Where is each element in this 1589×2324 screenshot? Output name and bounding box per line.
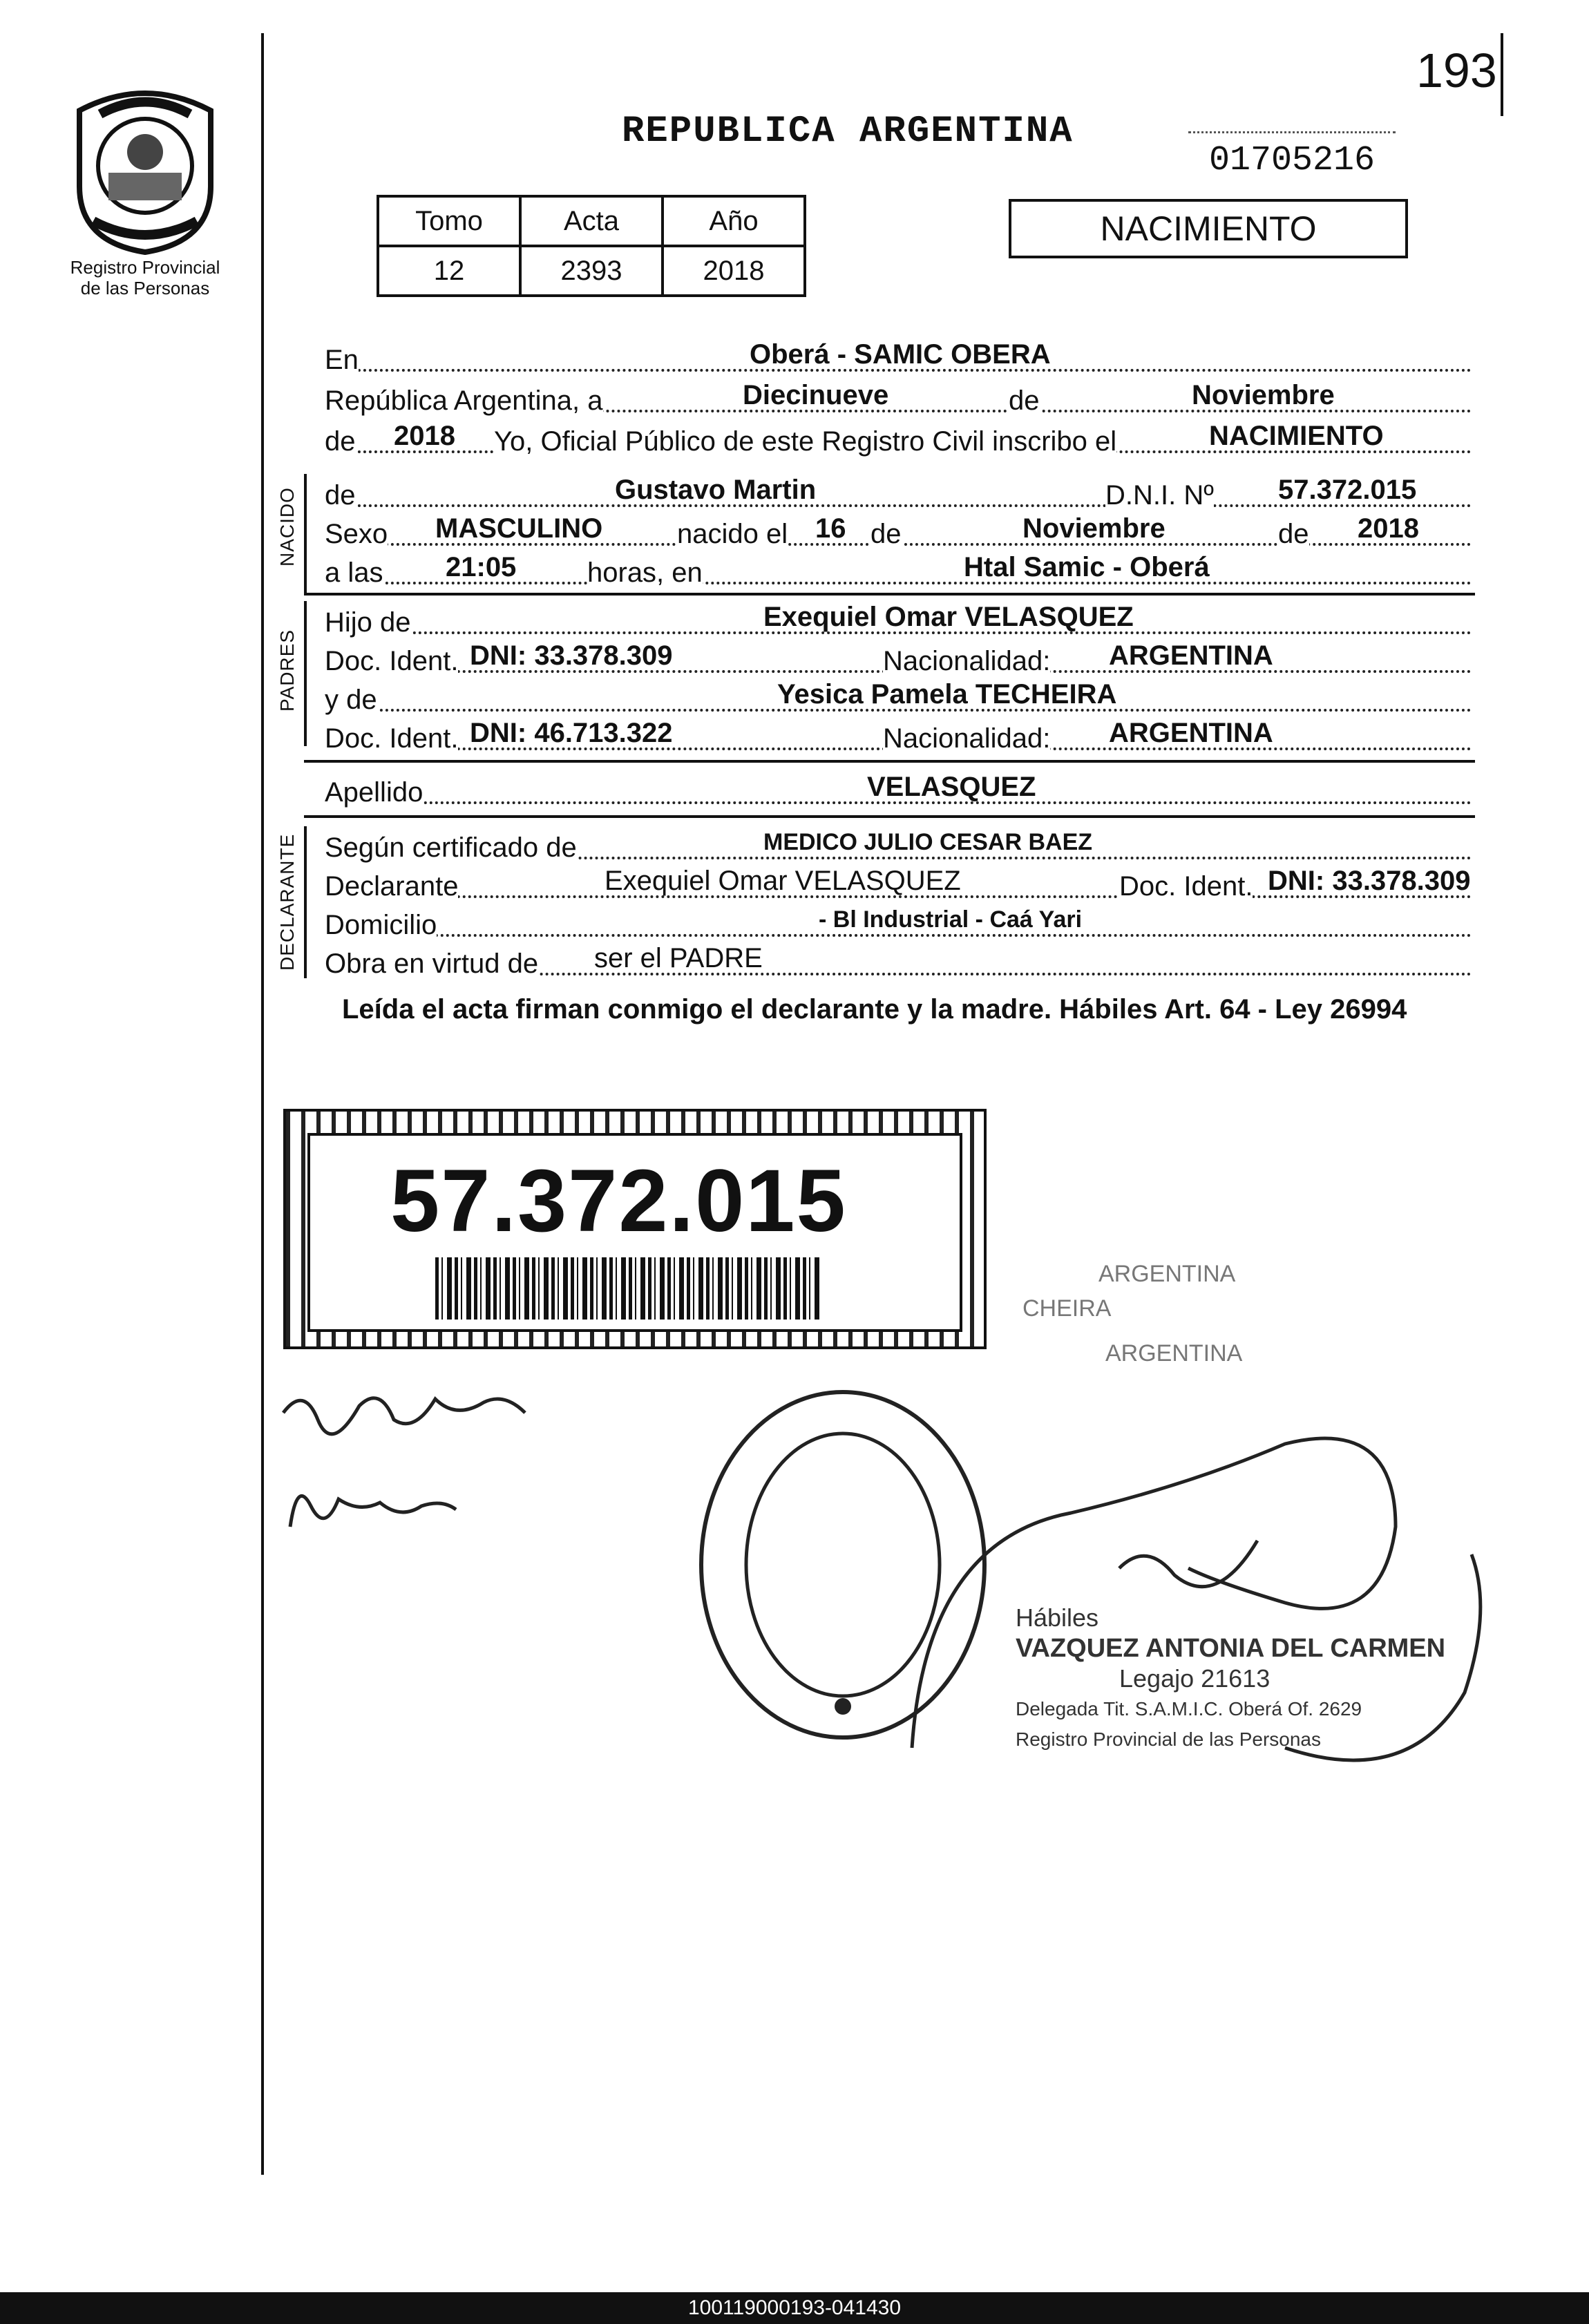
declarant-doc-label: Doc. Ident. xyxy=(1119,871,1253,902)
acta-value: 2393 xyxy=(520,246,663,296)
declarante-bar xyxy=(304,826,307,978)
official-legajo: Legajo 21613 xyxy=(1119,1664,1271,1693)
father-nat-label: Nacionalidad: xyxy=(883,646,1051,676)
registrar-text: Yo, Oficial Público de este Registro Civil inscribo el xyxy=(494,426,1117,457)
birth-day: 16 xyxy=(815,513,846,544)
official-stamp-text xyxy=(1016,1603,1445,1755)
record-type-box: NACIMIENTO xyxy=(1009,199,1408,258)
father-line xyxy=(325,601,1472,638)
y-de-label: y de xyxy=(325,685,377,715)
dni-sticker-number: 57.372.015 xyxy=(390,1152,847,1250)
padres-bar xyxy=(304,601,307,746)
day-value: Diecinueve xyxy=(743,380,889,410)
tomo-value: 12 xyxy=(378,246,520,296)
padres-section-label: PADRES xyxy=(276,629,298,712)
father-doc-label: Doc. Ident. xyxy=(325,646,459,676)
cert-label: Según certificado de xyxy=(325,832,577,863)
birth-place: Htal Samic - Oberá xyxy=(964,552,1210,582)
closing-statement: Leída el acta firman conmigo el declarante y la madre. Hábiles Art. 64 - Ley 26994 xyxy=(342,994,1407,1025)
child-dni: 57.372.015 xyxy=(1278,475,1417,505)
registry-caption xyxy=(41,257,249,298)
declarant-name: Exequiel Omar VELASQUEZ xyxy=(605,866,961,896)
mother-signature xyxy=(283,1471,463,1541)
obra-label: Obra en virtud de xyxy=(325,949,539,979)
registrar-line xyxy=(325,420,1472,457)
birth-month: Noviembre xyxy=(1022,513,1165,544)
de-year-label: de xyxy=(1278,519,1309,549)
de2-label: de xyxy=(325,426,356,457)
date-line xyxy=(325,379,1472,417)
dni-label: D.N.I. Nº xyxy=(1105,480,1214,511)
hijo-de-label: Hijo de xyxy=(325,607,411,638)
left-margin-rule xyxy=(261,33,264,2175)
nacido-el-label: nacido el xyxy=(677,519,788,549)
de-month-label: de xyxy=(870,519,902,549)
mother-doc-line xyxy=(325,717,1472,754)
volume-table xyxy=(377,195,806,297)
place-value: Oberá - SAMIC OBERA xyxy=(750,339,1051,370)
registry-caption-line1: Registro Provincial xyxy=(70,257,220,278)
domicile-line xyxy=(325,904,1472,941)
child-name: Gustavo Martin xyxy=(615,475,817,505)
certificate-line xyxy=(325,826,1472,864)
mother-name: Yesica Pamela TECHEIRA xyxy=(777,679,1117,709)
horas-label: horas, en xyxy=(587,558,703,588)
footer-barcode-text: 100119000193-041430 xyxy=(0,2292,1589,2324)
time-line xyxy=(325,551,1472,589)
year-value: 2018 xyxy=(394,421,455,451)
surname-line xyxy=(325,771,1472,808)
sexo-label: Sexo xyxy=(325,519,388,549)
section-divider xyxy=(304,593,1475,596)
act-value: NACIMIENTO xyxy=(1209,421,1384,451)
mother-doc-label: Doc. Ident. xyxy=(325,723,459,754)
declarant-doc: DNI: 33.378.309 xyxy=(1268,866,1471,896)
acta-header: Acta xyxy=(520,196,663,246)
capacity-value: ser el PADRE xyxy=(594,943,763,973)
province-seal-icon xyxy=(66,83,225,256)
anio-header: Año xyxy=(663,196,805,246)
sexo-value: MASCULINO xyxy=(435,513,603,544)
declarante-label: Declarante xyxy=(325,871,459,902)
barcode-icon xyxy=(435,1257,822,1320)
page-number-mark xyxy=(1501,33,1503,116)
registry-caption-line2: de las Personas xyxy=(80,278,210,298)
surname-value: VELASQUEZ xyxy=(867,772,1036,802)
official-registry: Registro Provincial de las Personas xyxy=(1016,1728,1321,1750)
mother-doc: DNI: 46.713.322 xyxy=(470,718,673,748)
father-name: Exequiel Omar VELASQUEZ xyxy=(763,602,1134,632)
domicilio-label: Domicilio xyxy=(325,910,437,940)
declarant-signature xyxy=(276,1371,539,1447)
birth-year: 2018 xyxy=(1358,513,1419,544)
mother-line xyxy=(325,678,1472,716)
capacity-line xyxy=(325,942,1472,980)
birth-time: 21:05 xyxy=(446,552,517,582)
declarante-section-label: DECLARANTE xyxy=(276,833,298,971)
official-position: Delegada Tit. S.A.M.I.C. Oberá Of. 2629 xyxy=(1016,1698,1362,1720)
anio-value: 2018 xyxy=(663,246,805,296)
nacido-section-label: NACIDO xyxy=(276,487,298,566)
declarant-line xyxy=(325,865,1472,902)
bleed-text: ARGENTINA xyxy=(1105,1340,1243,1366)
mother-nationality: ARGENTINA xyxy=(1109,718,1273,748)
section-divider xyxy=(304,760,1475,763)
nacido-bar xyxy=(304,474,307,593)
father-nationality: ARGENTINA xyxy=(1109,640,1273,671)
name-line xyxy=(325,474,1472,511)
en-label: En xyxy=(325,345,359,375)
tomo-header: Tomo xyxy=(378,196,520,246)
father-doc: DNI: 33.378.309 xyxy=(470,640,673,671)
de-label: de xyxy=(1009,385,1040,416)
cert-value: MEDICO JULIO CESAR BAEZ xyxy=(763,829,1093,855)
page-number: 193 xyxy=(1416,44,1497,97)
mother-nat-label: Nacionalidad: xyxy=(883,723,1051,754)
official-line1: Hábiles xyxy=(1016,1603,1099,1632)
month-value: Noviembre xyxy=(1192,380,1335,410)
sex-line xyxy=(325,513,1472,550)
document-title: REPUBLICA ARGENTINA xyxy=(622,111,1074,153)
place-line xyxy=(325,339,1472,376)
a-las-label: a las xyxy=(325,558,383,588)
official-name: VAZQUEZ ANTONIA DEL CARMEN xyxy=(1016,1634,1446,1663)
republic-label: República Argentina, a xyxy=(325,385,603,416)
domicile-value: - Bl Industrial - Caá Yari xyxy=(819,906,1083,933)
father-doc-line xyxy=(325,640,1472,677)
bleed-text: CHEIRA xyxy=(1022,1295,1112,1322)
apellido-label: Apellido xyxy=(325,777,424,808)
bleed-text: ARGENTINA xyxy=(1098,1261,1236,1287)
de-name-label: de xyxy=(325,480,356,511)
section-divider xyxy=(304,815,1475,818)
serial-number: 01705216 xyxy=(1188,131,1396,189)
